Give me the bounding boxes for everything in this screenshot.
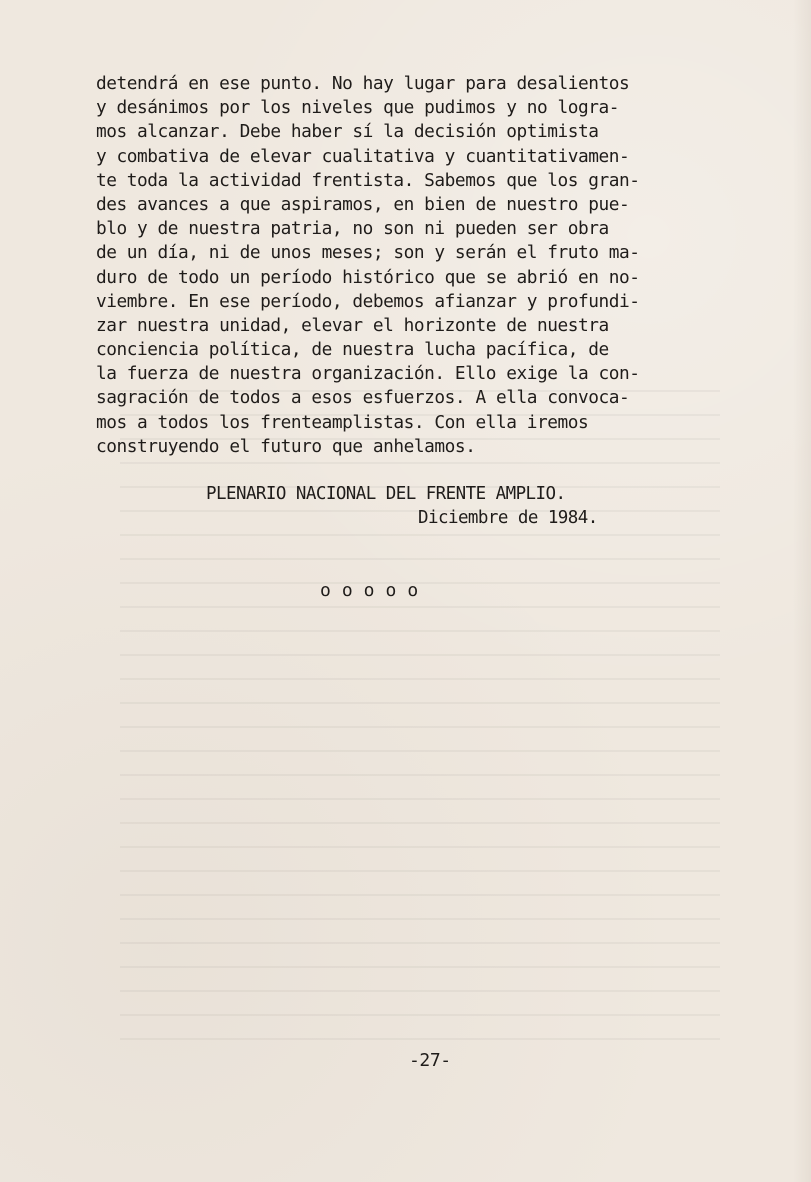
- body-line: mos a todos los frenteamplistas. Con ella iremos: [96, 411, 589, 433]
- body-line: y desánimos por los niveles que pudimos y no logra-: [96, 97, 620, 119]
- signature-date: Diciembre de 1984.: [418, 508, 598, 528]
- signature-block: [206, 482, 646, 530]
- section-ornament: ooooo: [320, 580, 430, 601]
- body-line: y combativa de elevar cualitativa y cuantitativamen-: [96, 145, 630, 167]
- page-edge-shadow: [793, 0, 811, 1182]
- body-line: detendrá en ese punto. No hay lugar para desalientos: [96, 73, 630, 94]
- body-line: des avances a que aspiramos, en bien de nuestro pue-: [96, 193, 630, 215]
- body-line: viembre. En ese período, debemos afianzar y profundi-: [96, 290, 640, 312]
- body-paragraph: [96, 72, 736, 459]
- page-number: -27-: [409, 1050, 451, 1071]
- body-line: te toda la actividad frentista. Sabemos que los gran-: [96, 169, 640, 191]
- signature-organization: PLENARIO NACIONAL DEL FRENTE AMPLIO.: [206, 484, 566, 504]
- body-line: la fuerza de nuestra organización. Ello exige la con-: [96, 363, 640, 385]
- body-line: zar nuestra unidad, elevar el horizonte de nuestra: [96, 314, 609, 336]
- body-line: conciencia política, de nuestra lucha pacífica, de: [96, 339, 609, 361]
- body-line: construyendo el futuro que anhelamos.: [96, 435, 476, 457]
- body-line: mos alcanzar. Debe haber sí la decisión optimista: [96, 121, 599, 143]
- body-line: blo y de nuestra patria, no son ni pueden ser obra: [96, 218, 609, 240]
- body-line: sagración de todos a esos esfuerzos. A ella convoca-: [96, 387, 630, 409]
- body-line: duro de todo un período histórico que se abrió en no-: [96, 266, 640, 288]
- body-line: de un día, ni de unos meses; son y serán el fruto ma-: [96, 242, 640, 264]
